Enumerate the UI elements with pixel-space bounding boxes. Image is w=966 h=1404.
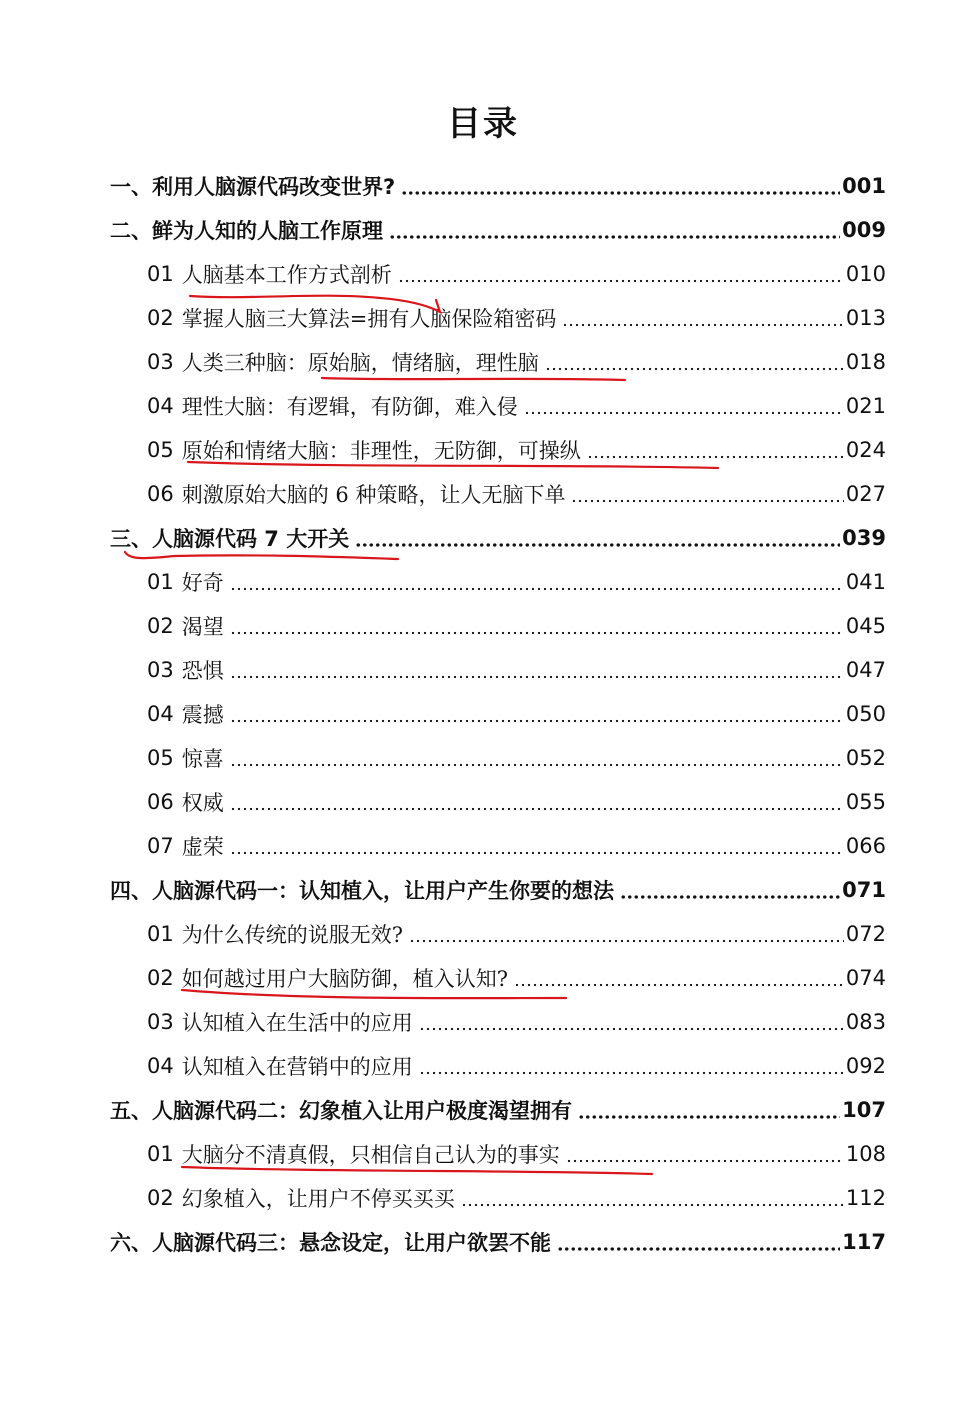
entry-title: 虚荣 bbox=[181, 835, 224, 859]
entry-page-number: 009 bbox=[842, 218, 886, 242]
entry-number: 五、 bbox=[110, 1099, 152, 1123]
entry-title: 利用人脑源代码改变世界? bbox=[152, 175, 396, 199]
entry-page-number: 092 bbox=[845, 1054, 886, 1078]
entry-number: 02 bbox=[147, 1186, 174, 1210]
dot-leader bbox=[230, 587, 844, 591]
entry-page-number: 013 bbox=[845, 306, 886, 330]
dot-leader bbox=[578, 1115, 840, 1119]
entry-number: 04 bbox=[147, 394, 174, 418]
entry-page-number: 027 bbox=[845, 482, 886, 506]
toc-section-entry bbox=[0, 340, 966, 384]
entry-number: 01 bbox=[147, 262, 174, 286]
toc-chapter-entry bbox=[0, 208, 966, 252]
toc-section-entry bbox=[0, 472, 966, 516]
entry-page-number: 045 bbox=[845, 614, 886, 638]
entry-number: 06 bbox=[147, 790, 174, 814]
toc-section-entry bbox=[0, 692, 966, 736]
page-title: 目录 bbox=[447, 104, 519, 144]
dot-leader bbox=[389, 235, 840, 239]
entry-page-number: 021 bbox=[845, 394, 886, 418]
entry-page-number: 108 bbox=[845, 1142, 886, 1166]
dot-leader bbox=[230, 851, 844, 855]
dot-leader bbox=[398, 279, 844, 283]
entry-title: 幻象植入，让用户不停买买买 bbox=[181, 1187, 455, 1211]
entry-number: 03 bbox=[147, 1010, 174, 1034]
toc-section-entry bbox=[0, 824, 966, 868]
entry-number: 05 bbox=[147, 438, 174, 462]
entry-title: 为什么传统的说服无效? bbox=[181, 923, 403, 947]
entry-title: 人脑源代码 7 大开关 bbox=[152, 527, 350, 551]
entry-page-number: 055 bbox=[845, 790, 886, 814]
dot-leader bbox=[230, 807, 844, 811]
entry-page-number: 001 bbox=[842, 174, 886, 198]
dot-leader bbox=[419, 1027, 844, 1031]
entry-number: 02 bbox=[147, 614, 174, 638]
dot-leader bbox=[419, 1071, 844, 1075]
entry-page-number: 024 bbox=[845, 438, 886, 462]
dot-leader bbox=[514, 983, 844, 987]
toc-chapter-entry bbox=[0, 1220, 966, 1264]
toc-section-entry bbox=[0, 560, 966, 604]
entry-title: 震撼 bbox=[181, 703, 224, 727]
entry-number: 四、 bbox=[110, 879, 152, 903]
entry-number: 04 bbox=[147, 702, 174, 726]
entry-title: 恐惧 bbox=[181, 659, 224, 683]
entry-title: 人类三种脑：原始脑，情绪脑，理性脑 bbox=[181, 351, 539, 375]
entry-number: 01 bbox=[147, 570, 174, 594]
entry-title: 原始和情绪大脑：非理性，无防御，可操纵 bbox=[181, 439, 581, 463]
dot-leader bbox=[566, 1159, 844, 1163]
toc-section-entry bbox=[0, 252, 966, 296]
entry-page-number: 010 bbox=[845, 262, 886, 286]
entry-title: 人脑源代码三：悬念设定，让用户欲罢不能 bbox=[152, 1231, 551, 1255]
toc-section-entry bbox=[0, 1132, 966, 1176]
entry-page-number: 050 bbox=[845, 702, 886, 726]
toc-section-entry bbox=[0, 736, 966, 780]
toc-section-entry bbox=[0, 648, 966, 692]
toc-chapter-entry bbox=[0, 516, 966, 560]
toc-section-entry bbox=[0, 296, 966, 340]
entry-page-number: 074 bbox=[845, 966, 886, 990]
toc-section-entry bbox=[0, 384, 966, 428]
toc-section-entry bbox=[0, 956, 966, 1000]
entry-title: 掌握人脑三大算法=拥有人脑保险箱密码 bbox=[181, 307, 557, 331]
entry-number: 03 bbox=[147, 350, 174, 374]
entry-title: 大脑分不清真假，只相信自己认为的事实 bbox=[181, 1143, 560, 1167]
entry-title: 鲜为人知的人脑工作原理 bbox=[152, 219, 383, 243]
dot-leader bbox=[461, 1203, 844, 1207]
toc-section-entry bbox=[0, 780, 966, 824]
entry-page-number: 083 bbox=[845, 1010, 886, 1034]
dot-leader bbox=[230, 631, 844, 635]
entry-number: 03 bbox=[147, 658, 174, 682]
toc-chapter-entry bbox=[0, 868, 966, 912]
dot-leader bbox=[557, 1247, 840, 1251]
entry-page-number: 039 bbox=[842, 526, 886, 550]
toc-section-entry bbox=[0, 604, 966, 648]
table-of-contents bbox=[0, 164, 966, 1264]
entry-page-number: 052 bbox=[845, 746, 886, 770]
entry-page-number: 041 bbox=[845, 570, 886, 594]
entry-page-number: 072 bbox=[845, 922, 886, 946]
entry-title: 认知植入在生活中的应用 bbox=[181, 1011, 413, 1035]
entry-title: 好奇 bbox=[181, 571, 224, 595]
entry-title: 渴望 bbox=[181, 615, 224, 639]
entry-page-number: 071 bbox=[842, 878, 886, 902]
entry-title: 理性大脑：有逻辑，有防御，难入侵 bbox=[181, 395, 518, 419]
entry-page-number: 112 bbox=[845, 1186, 886, 1210]
dot-leader bbox=[587, 455, 844, 459]
entry-number: 05 bbox=[147, 746, 174, 770]
dot-leader bbox=[524, 411, 844, 415]
entry-title: 人脑基本工作方式剖析 bbox=[181, 263, 392, 287]
entry-title: 如何越过用户大脑防御，植入认知? bbox=[181, 967, 508, 991]
dot-leader bbox=[230, 675, 844, 679]
entry-title: 人脑源代码一：认知植入，让用户产生你要的想法 bbox=[152, 879, 614, 903]
dot-leader bbox=[230, 719, 844, 723]
toc-section-entry bbox=[0, 428, 966, 472]
dot-leader bbox=[571, 499, 843, 503]
entry-number: 六、 bbox=[110, 1231, 152, 1255]
toc-section-entry bbox=[0, 912, 966, 956]
entry-page-number: 107 bbox=[842, 1098, 886, 1122]
dot-leader bbox=[401, 191, 840, 195]
toc-section-entry bbox=[0, 1000, 966, 1044]
entry-number: 02 bbox=[147, 306, 174, 330]
entry-title: 刺激原始大脑的 6 种策略，让人无脑下单 bbox=[181, 483, 566, 507]
entry-number: 01 bbox=[147, 1142, 174, 1166]
entry-number: 04 bbox=[147, 1054, 174, 1078]
entry-title: 认知植入在营销中的应用 bbox=[181, 1055, 413, 1079]
entry-title: 惊喜 bbox=[181, 747, 224, 771]
entry-page-number: 018 bbox=[845, 350, 886, 374]
entry-page-number: 066 bbox=[845, 834, 886, 858]
entry-number: 一、 bbox=[110, 175, 152, 199]
entry-number: 07 bbox=[147, 834, 174, 858]
entry-number: 01 bbox=[147, 922, 174, 946]
entry-title: 人脑源代码二：幻象植入让用户极度渴望拥有 bbox=[152, 1099, 572, 1123]
entry-number: 二、 bbox=[110, 219, 152, 243]
dot-leader bbox=[545, 367, 844, 371]
toc-chapter-entry bbox=[0, 1088, 966, 1132]
dot-leader bbox=[620, 895, 840, 899]
entry-number: 三、 bbox=[110, 527, 152, 551]
toc-chapter-entry bbox=[0, 164, 966, 208]
entry-title: 权威 bbox=[181, 791, 224, 815]
entry-number: 06 bbox=[147, 482, 174, 506]
entry-page-number: 047 bbox=[845, 658, 886, 682]
toc-section-entry bbox=[0, 1176, 966, 1220]
dot-leader bbox=[230, 763, 844, 767]
dot-leader bbox=[409, 939, 844, 943]
dot-leader bbox=[562, 323, 844, 327]
entry-page-number: 117 bbox=[842, 1230, 886, 1254]
toc-section-entry bbox=[0, 1044, 966, 1088]
dot-leader bbox=[355, 543, 840, 547]
entry-number: 02 bbox=[147, 966, 174, 990]
